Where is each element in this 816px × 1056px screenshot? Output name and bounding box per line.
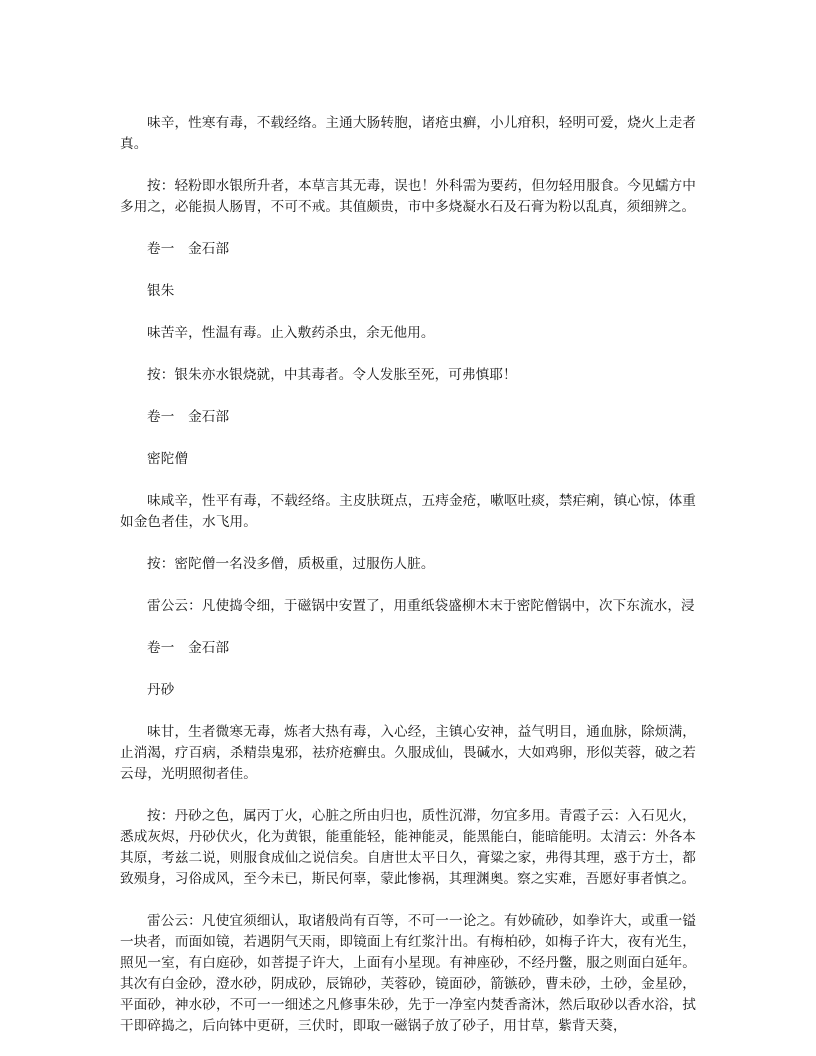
paragraph-mituoseng-properties: 味咸辛，性平有毒，不载经络。主皮肤斑点，五痔金疮，嗽呕吐痰，禁疟痢，镇心惊，体重如金色者佳，水飞用。 <box>120 493 696 530</box>
paragraph-dansha-leigong: 雷公云：凡使宜须细认，取诸般尚有百等，不可一一论之。有妙硫砂，如拳许大，或重一镒一块者，而面如镜，若遇阴气天雨，即镜面上有红浆汁出。有梅柏砂，如梅子许大，夜有光生，照见一室，有白庭砂，如菩提子许大，上面有小星现。有神座砂，不经丹鳖，服之则面白延年。其次有白金砂，澄水砂，阴成砂，辰锦砂，芙蓉砂，镜面砂，箭镞砂，曹未砂，土砂，金星砂，平面砂，神水砂，不可一一细述之凡修事朱砂，先于一净室内焚香斋沐，然后取砂以香水浴，拭干即碎捣之，后向钵中更研，三伏时，即取一磁锅子放了砂子，用甘草，紫背天葵， <box>120 913 696 1034</box>
paragraph-dansha-properties: 味甘，生者微寒无毒，炼者大热有毒，入心经，主镇心安神，益气明目，通血脉，除烦满，止消渴，疗百病，杀精祟鬼邪，祛疥疮癣虫。久服成仙，畏碱水，大如鸡卵，形似芙蓉，破之若云母，光明照彻者佳。 <box>120 724 696 782</box>
paragraph-qingfen-note: 按：轻粉即水银所升者，本草言其无毒，误也！外科需为要药，但勿轻用服食。今见蠕方中多用之，必能损人肠胃，不可不戒。其值颇贵，市中多烧凝水石及石膏为粉以乱真，须细辨之。 <box>120 178 696 215</box>
section-heading: 卷一 金石部 <box>147 640 230 656</box>
paragraph-yinzhu-properties: 味苦辛，性温有毒。止入敷药杀虫，余无他用。 <box>147 325 435 341</box>
entry-title-yinzhu: 银朱 <box>147 283 175 299</box>
paragraph-dansha-note: 按：丹砂之色，属丙丁火，心脏之所由归也，质性沉滞，勿宜多用。青霞子云：入石见火，悉成灰烬，丹砂伏火，化为黄银，能重能轻，能神能灵，能黑能白，能暗能明。太清云：外各本其原，考兹二说，则服食成仙之说信矣。自唐世太平日久，膏粱之家，弗得其理，惑于方士，都致殒身，习俗成风，至今未已，斯民何辜，蒙此惨祸，其理渊奥。察之实难，吾愿好事者慎之。 <box>120 808 696 887</box>
paragraph-qingfen-properties: 味辛，性寒有毒，不载经络。主通大肠转胞，诸疮虫癣，小儿疳积，轻明可爱，烧火上走者真。 <box>120 115 696 152</box>
section-heading: 卷一 金石部 <box>147 241 230 257</box>
entry-title-dansha: 丹砂 <box>147 682 175 698</box>
paragraph-yinzhu-note: 按：银朱亦水银烧就，中其毒者。令人发胀至死，可弗慎耶！ <box>147 367 517 383</box>
entry-title-mituoseng: 密陀僧 <box>147 451 189 467</box>
paragraph-mituoseng-leigong: 雷公云：凡使捣令细，于磁锅中安置了，用重纸袋盛柳木末于密陀僧锅中，次下东流水，浸 <box>147 598 695 614</box>
section-heading: 卷一 金石部 <box>147 409 230 425</box>
paragraph-mituoseng-note: 按：密陀僧一名没多僧，质极重，过服伤人脏。 <box>147 556 435 572</box>
